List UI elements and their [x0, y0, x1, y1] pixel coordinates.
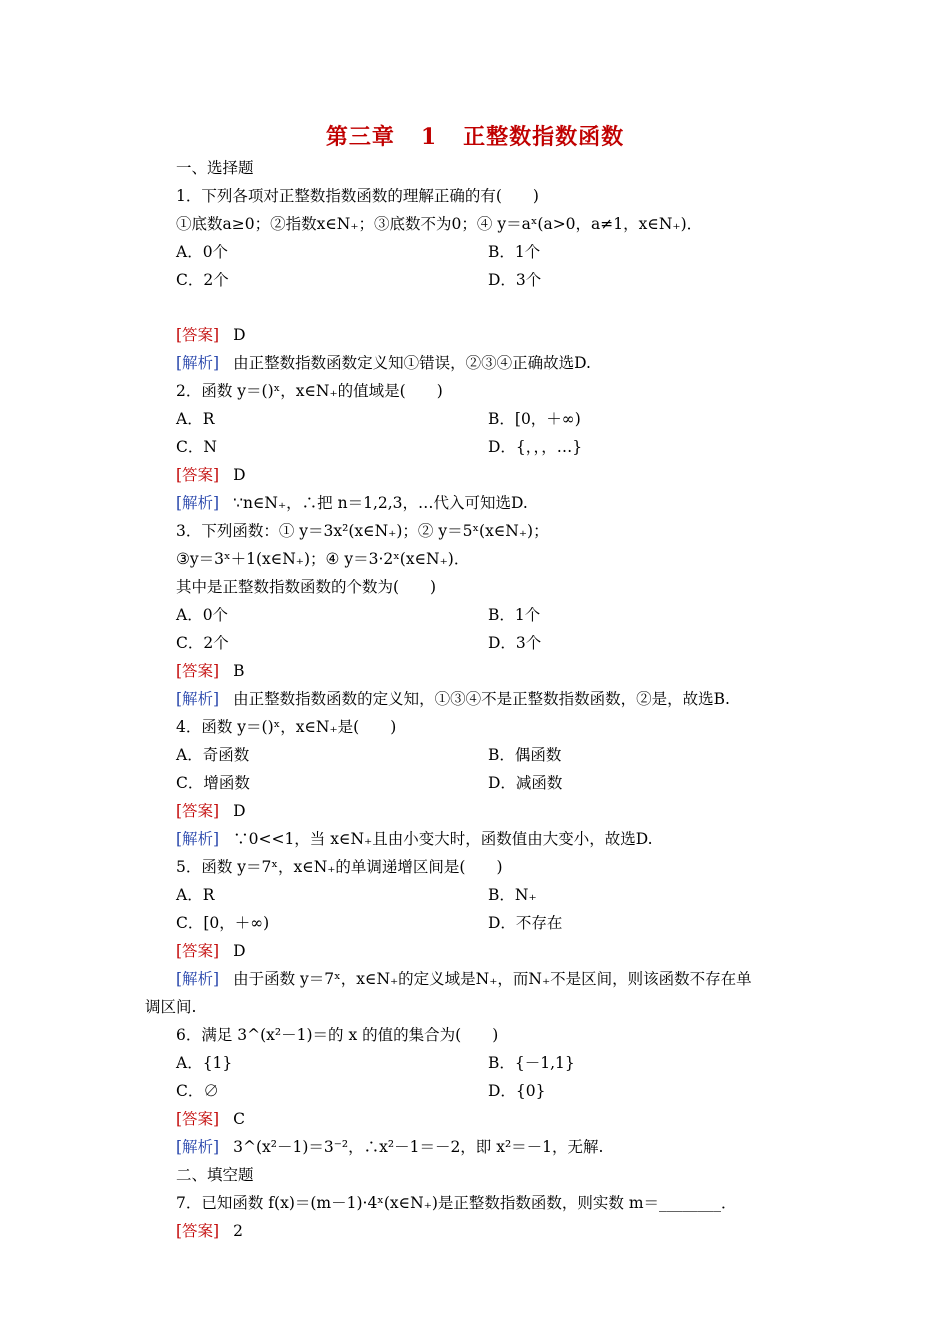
- q3-option-d: D．3个: [488, 634, 542, 652]
- section-heading-fill: 二、填空题: [176, 1166, 254, 1184]
- answer-label: [答案]: [176, 802, 220, 820]
- q3-stem-line1: 3．下列函数：① y＝3x²(x∈N₊)；② y＝5ˣ(x∈N₊)；: [176, 522, 549, 540]
- q2-answer: D: [233, 466, 246, 484]
- q3-answer: B: [233, 662, 245, 680]
- analysis-label: [解析]: [176, 970, 220, 988]
- section-heading-choice: 一、选择题: [176, 159, 254, 177]
- q5-option-c: C．[0，＋∞): [176, 914, 270, 932]
- q3-stem-line2: ③y＝3ˣ＋1(x∈N₊)；④ y＝3·2ˣ(x∈N₊)．: [176, 550, 470, 568]
- q5-option-a: A．R: [176, 886, 215, 904]
- q5-answer-row: [176, 941, 246, 961]
- q6-stem: 6．满足 3^(x²－1)＝的 x 的值的集合为( ): [176, 1026, 499, 1044]
- q3-analysis-row: [176, 689, 730, 709]
- q4-option-b: B．偶函数: [488, 746, 562, 764]
- q6-option-c: C．∅: [176, 1082, 219, 1100]
- answer-label: [答案]: [176, 466, 220, 484]
- q2-stem: 2．函数 y＝()ˣ，x∈N₊的值域是( ): [176, 382, 443, 400]
- q1-answer-row: [176, 325, 246, 345]
- q6-option-a: A．{1}: [176, 1054, 233, 1072]
- q7-answer: 2: [233, 1222, 243, 1240]
- q6-answer: C: [233, 1110, 245, 1128]
- q6-option-d: D．{0}: [488, 1082, 546, 1100]
- q1-items: ①底数a≥0；②指数x∈N₊；③底数不为0；④ y＝aˣ(a>0，a≠1，x∈N₊)．: [176, 215, 703, 233]
- q4-stem: 4．函数 y＝()ˣ，x∈N₊是( ): [176, 718, 397, 736]
- q2-analysis: ∵n∈N₊，∴把 n＝1,2,3，…代入可知选D.: [233, 494, 528, 512]
- q3-option-b: B．1个: [488, 606, 541, 624]
- q6-analysis-row: [176, 1137, 603, 1157]
- q1-answer: D: [233, 326, 246, 344]
- q1-option-a: A．0个: [176, 243, 229, 261]
- q2-answer-row: [176, 465, 246, 485]
- section-name: 正整数指数函数: [463, 124, 625, 150]
- q1-option-c: C．2个: [176, 271, 229, 289]
- q1-analysis-row: [176, 353, 591, 373]
- q2-option-b: B．[0，＋∞): [488, 410, 581, 428]
- answer-label: [答案]: [176, 326, 220, 344]
- q4-option-a: A．奇函数: [176, 746, 250, 764]
- q5-analysis-line2: 调区间.: [145, 998, 197, 1016]
- q2-option-a: A．R: [176, 410, 215, 428]
- answer-label: [答案]: [176, 1110, 220, 1128]
- q7-stem: 7．已知函数 f(x)＝(m－1)·4ˣ(x∈N₊)是正整数指数函数，则实数 m＝________．: [176, 1194, 737, 1212]
- q4-option-c: C．增函数: [176, 774, 250, 792]
- q5-answer: D: [233, 942, 246, 960]
- q2-option-d: D．{，，，…}: [488, 438, 583, 456]
- q7-answer-row: [176, 1221, 243, 1241]
- analysis-label: [解析]: [176, 690, 220, 708]
- analysis-label: [解析]: [176, 1138, 220, 1156]
- q5-option-d: D．不存在: [488, 914, 563, 932]
- q1-option-b: B．1个: [488, 243, 541, 261]
- q1-analysis: 由正整数指数函数定义知①错误，②③④正确故选D.: [233, 354, 591, 372]
- q4-answer: D: [233, 802, 246, 820]
- section-number: 1: [420, 124, 438, 150]
- chapter-label: 第三章: [325, 124, 395, 150]
- q6-option-b: B．{－1,1}: [488, 1054, 575, 1072]
- q3-stem-line3: 其中是正整数指数函数的个数为( ): [176, 578, 437, 596]
- answer-label: [答案]: [176, 1222, 220, 1240]
- q5-stem: 5．函数 y＝7ˣ，x∈N₊的单调递增区间是( ): [176, 858, 503, 876]
- q4-analysis-row: [176, 829, 653, 849]
- q2-option-c: C．N: [176, 438, 217, 456]
- q1-option-d: D．3个: [488, 271, 542, 289]
- q3-answer-row: [176, 661, 245, 681]
- q2-analysis-row: [176, 493, 528, 513]
- answer-label: [答案]: [176, 942, 220, 960]
- analysis-label: [解析]: [176, 494, 220, 512]
- q3-option-a: A．0个: [176, 606, 229, 624]
- q4-option-d: D．减函数: [488, 774, 563, 792]
- q6-answer-row: [176, 1109, 245, 1129]
- q6-analysis: 3^(x²－1)＝3⁻²，∴x²－1＝－2，即 x²＝－1，无解.: [233, 1138, 604, 1156]
- analysis-label: [解析]: [176, 830, 220, 848]
- q1-stem: 1．下列各项对正整数指数函数的理解正确的有( ): [176, 187, 539, 205]
- page-title: [0, 120, 950, 151]
- q3-analysis: 由正整数指数函数的定义知，①③④不是正整数指数函数，②是，故选B.: [233, 690, 730, 708]
- q4-analysis: ∵0<<1，当 x∈N₊且由小变大时，函数值由大变小，故选D.: [233, 830, 653, 848]
- q5-option-b: B．N₊: [488, 886, 537, 904]
- analysis-label: [解析]: [176, 354, 220, 372]
- q5-analysis-row: [176, 969, 752, 989]
- q5-analysis-line1: 由于函数 y＝7ˣ，x∈N₊的定义域是N₊，而N₊不是区间，则该函数不存在单: [233, 970, 752, 988]
- answer-label: [答案]: [176, 662, 220, 680]
- q3-option-c: C．2个: [176, 634, 229, 652]
- q4-answer-row: [176, 801, 246, 821]
